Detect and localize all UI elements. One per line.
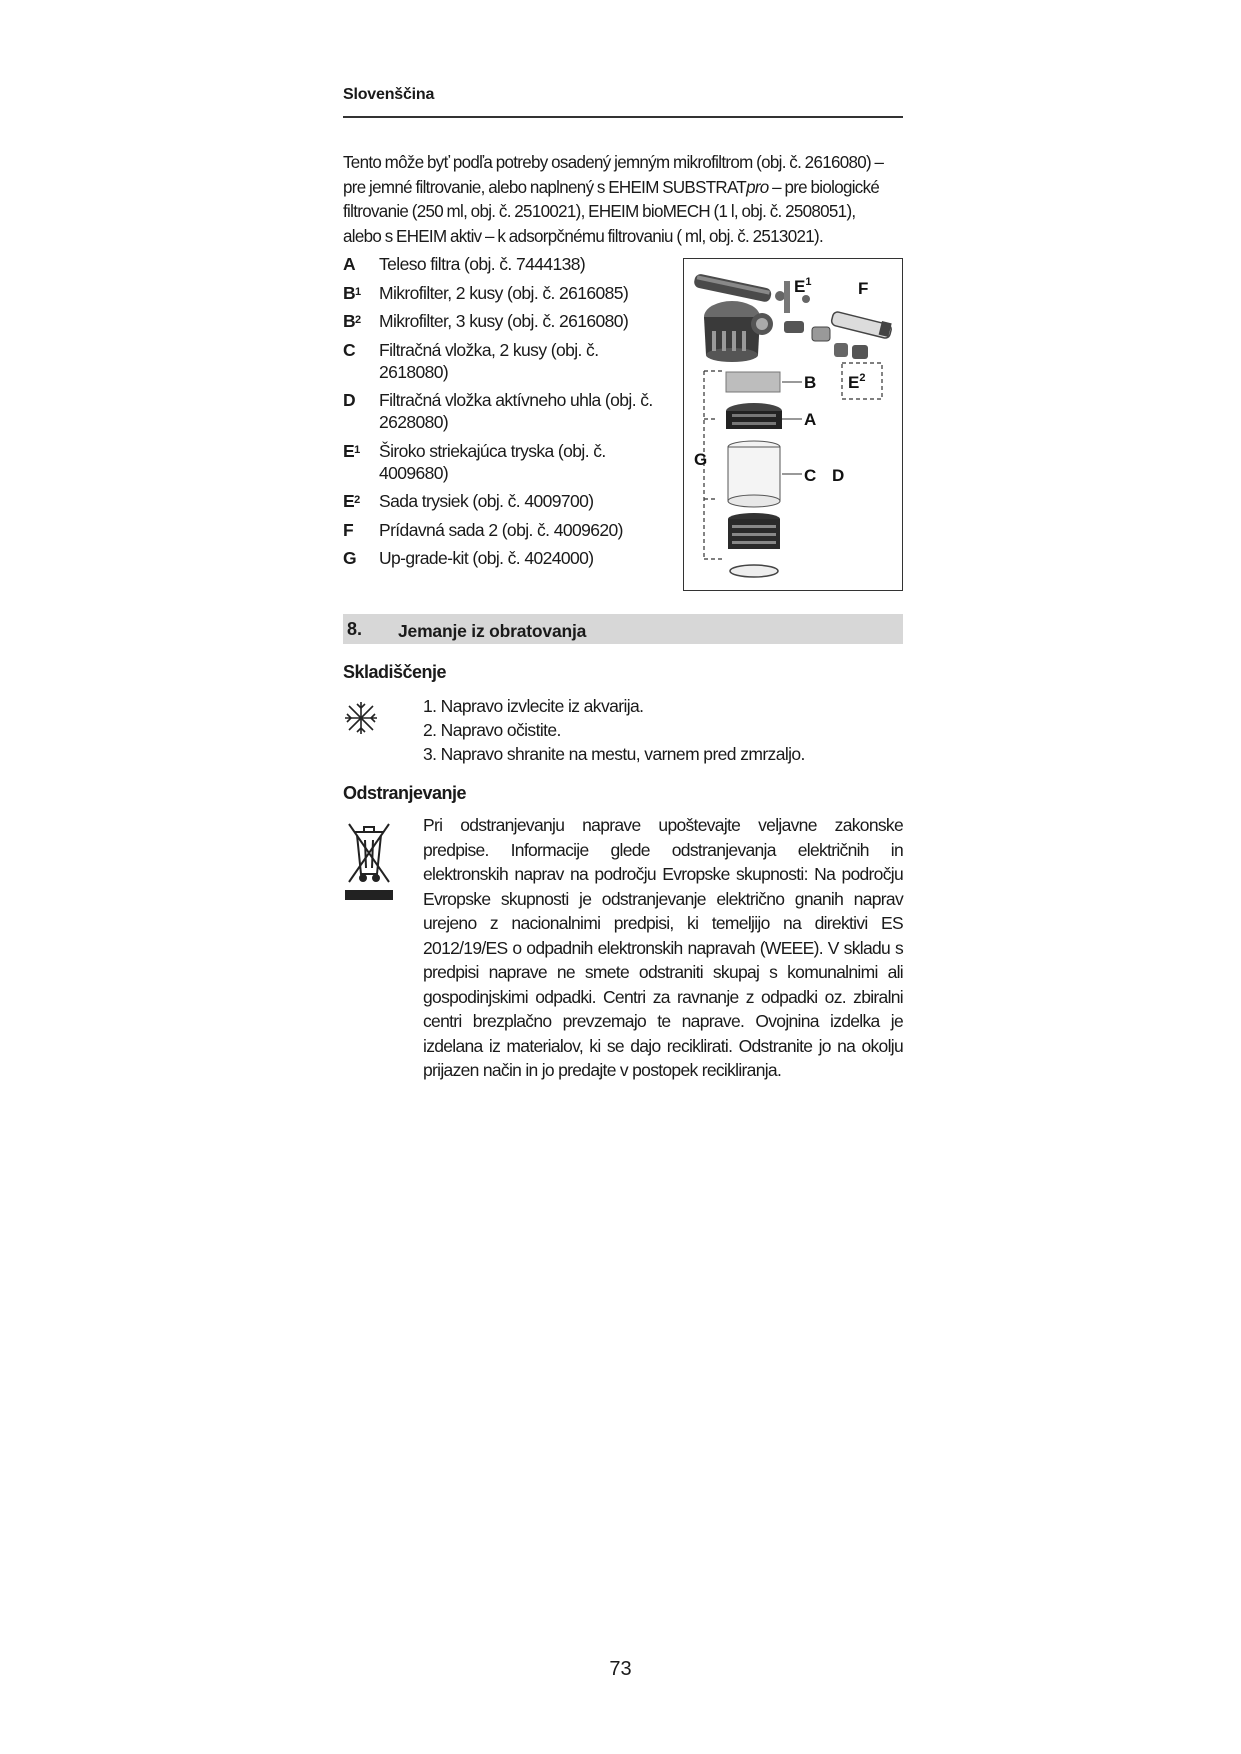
bottom-plate-illustration xyxy=(730,565,778,577)
diagram-label-d: D xyxy=(832,466,845,485)
intro-text-2: – pre biologické filtrovanie (250 ml, obj. č. 2510021), EHEIM bioMECH (1 l, obj. č. 2508051), alebo s EHEIM aktiv – k adsorpčnému filtrovaniu ( ml, obj. č. 2513021). xyxy=(343,176,880,246)
diagram-label-b: B xyxy=(804,373,817,392)
tube-f-illustration xyxy=(831,311,893,339)
part-letter: D xyxy=(343,390,356,410)
disposal-heading: Odstranjevanje xyxy=(343,783,467,803)
parts-list xyxy=(343,253,663,576)
part-item: $B^1$ Mikrofilter, 2 kusy (obj. č. 2616085) xyxy=(343,282,629,303)
part-item: $B^2$ Mikrofilter, 3 kusy (obj. č. 2616080) xyxy=(343,311,629,331)
part-letter: C xyxy=(343,339,356,360)
filter-exploded-illustration xyxy=(684,259,902,590)
diagram-label-e2: $E^2$ xyxy=(848,372,866,392)
part-item: $E^2$ Sada trysiek (obj. č. 4009700) xyxy=(343,491,594,511)
intro-italic: pro xyxy=(746,176,769,197)
storage-step: 2. Napravo očistite. xyxy=(423,720,561,740)
storage-heading: Skladiščenje xyxy=(343,662,447,682)
part-letter: F xyxy=(343,519,354,540)
nozzle-e1-illustration xyxy=(784,281,790,313)
part-item xyxy=(343,519,663,541)
part-letter: E xyxy=(343,491,355,511)
disposal-paragraph: Pri odstranjevanju naprave upoštevajte veljavne zakonske predpise. Informacije glede odstranjevanja električnih in elektronskih naprav na področju Evropske skupnosti: Na področju Evropske skupnosti je odstranjevanje električno gnanih naprav urejeno z nacionalnimi predpisi, ki temeljijo na direktivi ES 2012/19/ES o odpadnih elektronskih napravah (WEEE). V skladu s predpisi naprave ne smete odstraniti skupaj s komunalnimi ali gospodinjskimi odpadki. Centri za ravnanje z odpadki oz. zbiralni centri brezplačno prevzemajo te naprave. Ovojnina izdelka je izdelana iz materialov, ki se dajo reciklirati. Odstranite jo na okolju prijazen način in jo predajte v postopek recikliranja. xyxy=(423,815,903,1080)
part-letter: A xyxy=(343,254,356,274)
microfilter-b-illustration xyxy=(726,372,780,392)
part-text: Up-grade-kit (obj. č. 4024000) xyxy=(379,548,594,568)
intro-text-1: Tento môže byť podľa potreby osadený jemným mikrofiltrom (obj. č. 2616080) – pre jemné filtrovanie, alebo naplnený s EHEIM SUBSTRAT xyxy=(343,152,884,197)
diagram-label-g: G xyxy=(694,450,708,469)
language-header: Slovenščina xyxy=(343,86,435,103)
part-text: Filtračná vložka aktívneho uhla (obj. č. 2628080) xyxy=(379,390,653,432)
filter-basket-illustration xyxy=(728,513,780,549)
cartridge-cd-illustration xyxy=(728,441,780,507)
part-item xyxy=(343,389,663,433)
diagram-label-a: A xyxy=(804,410,817,429)
part-item xyxy=(343,339,663,383)
part-text: Mikrofilter, 2 kusy (obj. č. 2616085) xyxy=(379,282,629,303)
part-text: Mikrofilter, 3 kusy (obj. č. 2616080) xyxy=(379,311,629,331)
part-text: Prídavná sada 2 (obj. č. 4009620) xyxy=(379,519,623,540)
part-item: $E^1$ Široko striekajúca tryska (obj. č. 4009680) xyxy=(343,440,606,483)
section-number: 8. xyxy=(347,619,363,639)
frost-icon xyxy=(343,700,379,736)
diagram-label-e1: $E^1$ xyxy=(794,276,812,296)
storage-step: 3. Napravo shranite na mestu, varnem pred zmrzaljo. xyxy=(423,744,805,764)
part-text: Teleso filtra (obj. č. 7444138) xyxy=(379,254,586,274)
storage-step: 1. Napravo izvlecite iz akvarija. xyxy=(423,696,644,716)
storage-steps xyxy=(423,694,805,766)
part-letter: B xyxy=(343,282,356,303)
header-rule xyxy=(343,116,903,118)
intro-paragraph xyxy=(343,150,886,248)
part-letter: G xyxy=(343,548,357,568)
page-number: 73 xyxy=(609,1658,632,1680)
part-item xyxy=(343,547,663,569)
section-title: Jemanje iz obratovanja xyxy=(398,621,587,641)
diagram-label-c: C xyxy=(804,466,817,485)
filter-body-a-illustration xyxy=(726,403,782,429)
part-letter: B xyxy=(343,311,356,331)
weee-crossed-bin-icon xyxy=(343,818,395,902)
diagram-label-f: F xyxy=(858,279,869,298)
part-text: Sada trysiek (obj. č. 4009700) xyxy=(379,491,594,511)
pump-head-illustration xyxy=(704,301,773,362)
part-letter: E xyxy=(343,440,355,461)
part-text: Filtračná vložka, 2 kusy (obj. č. 2618080) xyxy=(379,339,599,382)
part-text: Široko striekajúca tryska (obj. č. 4009680) xyxy=(379,440,606,483)
part-item xyxy=(343,253,663,275)
outlet-pipe-illustration xyxy=(693,273,810,303)
parts-diagram xyxy=(683,258,903,591)
